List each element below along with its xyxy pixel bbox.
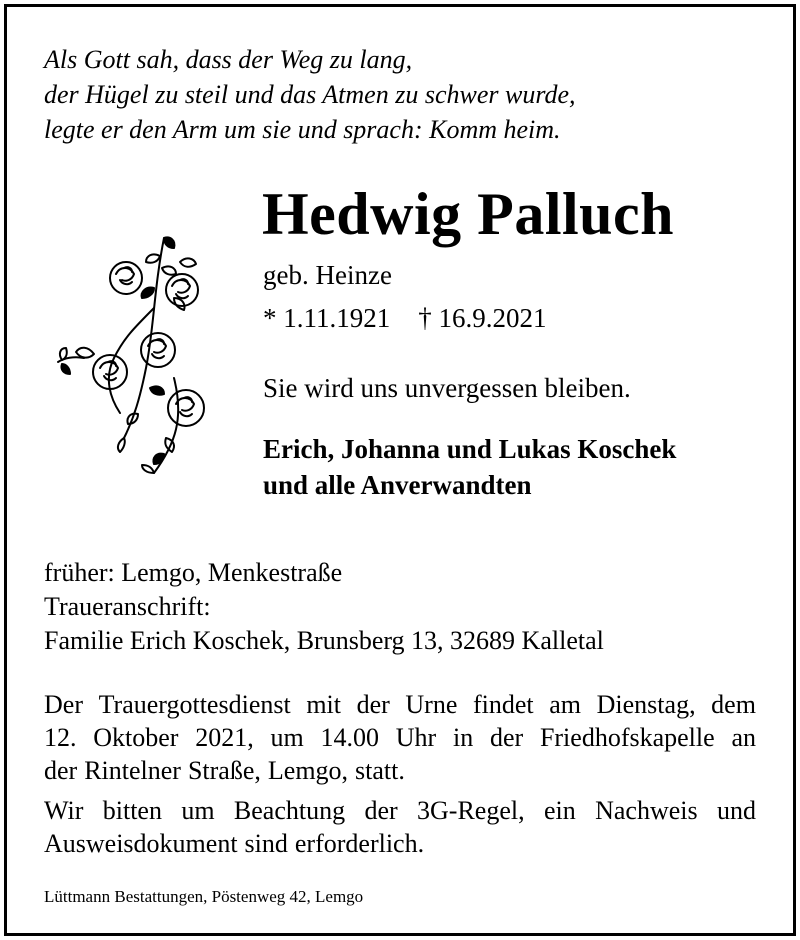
word: mit (306, 690, 341, 719)
roses-icon (54, 228, 224, 478)
address-block (44, 556, 764, 658)
word: Rintelner (84, 756, 181, 785)
poem-line: Als Gott sah, dass der Weg zu lang, (44, 45, 413, 74)
word: dem (711, 690, 756, 719)
word: Friedhofskapelle (539, 723, 715, 752)
word: Uhr (395, 723, 437, 752)
word: Der (44, 690, 83, 719)
regulation-notice (44, 794, 756, 860)
mourners-line: Erich, Johanna und Lukas Koschek (263, 434, 677, 464)
word: und (716, 796, 756, 825)
former-residence: früher: Lemgo, Menkestraße (44, 558, 343, 587)
life-dates (263, 300, 547, 336)
regulation-line (44, 794, 756, 827)
word: der (489, 723, 524, 752)
word: der (356, 690, 390, 719)
word: 12. (44, 723, 77, 752)
birth-date: * 1.11.1921 (263, 303, 391, 333)
word: an (731, 723, 756, 752)
poem-line: legte er den Arm um sie und sprach: Komm heim. (44, 115, 561, 144)
word: Nachweis (595, 796, 698, 825)
word: 2021, (195, 723, 254, 752)
word: Dienstag, (596, 690, 696, 719)
regulation-line (44, 827, 756, 860)
word: 3G-Regel, (417, 796, 525, 825)
mourners (263, 431, 676, 503)
service-line (44, 754, 756, 787)
word: findet (473, 690, 534, 719)
word: Oktober (93, 723, 179, 752)
word: Ausweisdokument (44, 829, 238, 858)
word: Urne (405, 690, 458, 719)
word: 14.00 (320, 723, 379, 752)
mourning-address: Familie Erich Koschek, Brunsberg 13, 32689 Kalletal (44, 626, 604, 655)
mourning-address-label: Traueranschrift: (44, 592, 211, 621)
word: der (364, 796, 398, 825)
service-line (44, 688, 756, 721)
funeral-home: Lüttmann Bestattungen, Pöstenweg 42, Lemgo (44, 887, 364, 906)
poem (44, 42, 764, 147)
word: in (452, 723, 474, 752)
word: ein (543, 796, 576, 825)
service-announcement (44, 688, 756, 787)
word: erforderlich. (294, 829, 425, 858)
birth-name: geb. Heinze (263, 260, 392, 290)
word: sind (244, 829, 288, 858)
word: statt. (355, 756, 405, 785)
word: Wir (44, 796, 84, 825)
word: Lemgo, (267, 756, 349, 785)
memorial-sentence: Sie wird uns unvergessen bleiben. (263, 373, 631, 403)
word: um (181, 796, 215, 825)
word: Straße, (187, 756, 261, 785)
word: der (44, 756, 78, 785)
mourners-line: und alle Anverwandten (263, 470, 532, 500)
death-date: † 16.9.2021 (418, 303, 547, 333)
word: Trauergottesdienst (98, 690, 291, 719)
service-line (44, 721, 756, 754)
word: bitten (102, 796, 162, 825)
deceased-name: Hedwig Palluch (262, 181, 675, 247)
poem-line: der Hügel zu steil und das Atmen zu schwer wurde, (44, 80, 576, 109)
word: am (549, 690, 582, 719)
word: Beachtung (233, 796, 346, 825)
word: um (270, 723, 304, 752)
